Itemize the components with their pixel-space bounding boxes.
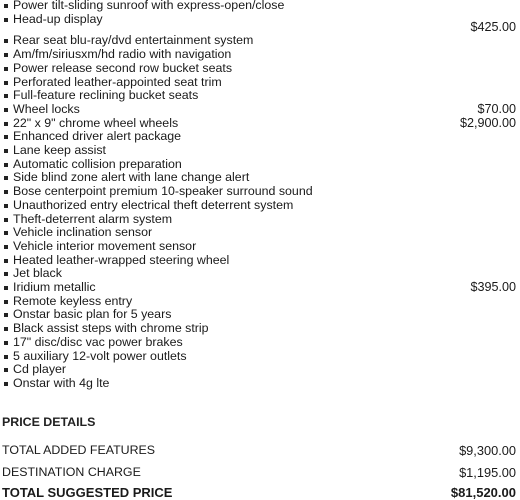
feature-label: Lane keep assist bbox=[0, 144, 106, 158]
price-details bbox=[0, 415, 520, 500]
feature-item bbox=[0, 0, 520, 13]
feature-item bbox=[0, 34, 520, 48]
total-added-features-amount: $9,300.00 bbox=[459, 443, 516, 458]
feature-label: Onstar with 4g lte bbox=[0, 377, 109, 391]
feature-label: Wheel locks bbox=[0, 103, 80, 117]
feature-item bbox=[0, 363, 520, 377]
feature-label: Am/fm/siriusxm/hd radio with navigation bbox=[0, 48, 231, 62]
feature-item bbox=[0, 89, 520, 103]
feature-item bbox=[0, 199, 520, 213]
feature-item bbox=[0, 171, 520, 185]
feature-label: Black assist steps with chrome strip bbox=[0, 322, 209, 336]
feature-label: Side blind zone alert with lane change alert bbox=[0, 171, 249, 185]
feature-item bbox=[0, 213, 520, 227]
feature-label: Perforated leather-appointed seat trim bbox=[0, 76, 222, 90]
feature-label: Vehicle interior movement sensor bbox=[0, 240, 196, 254]
feature-label: Onstar basic plan for 5 years bbox=[0, 308, 171, 322]
feature-item bbox=[0, 130, 520, 144]
feature-item bbox=[0, 350, 520, 364]
feature-label: Enhanced driver alert package bbox=[0, 130, 181, 144]
total-added-features-label: TOTAL ADDED FEATURES bbox=[2, 443, 156, 457]
feature-label: Remote keyless entry bbox=[0, 295, 132, 309]
feature-item bbox=[0, 117, 520, 131]
feature-label: Unauthorized entry electrical theft deterrent system bbox=[0, 199, 293, 213]
feature-item bbox=[0, 336, 520, 350]
feature-price: $395.00 bbox=[470, 280, 516, 295]
destination-charge-label: DESTINATION CHARGE bbox=[2, 465, 141, 479]
feature-label: Bose centerpoint premium 10-speaker surround sound bbox=[0, 185, 313, 199]
feature-item bbox=[0, 62, 520, 76]
feature-item bbox=[0, 308, 520, 322]
feature-label: Automatic collision preparation bbox=[0, 158, 182, 172]
total-suggested-price-row bbox=[0, 480, 520, 500]
feature-label: 5 auxiliary 12-volt power outlets bbox=[0, 350, 187, 364]
feature-label: Full-feature reclining bucket seats bbox=[0, 89, 198, 103]
price-details-heading: PRICE DETAILS bbox=[2, 415, 96, 429]
feature-item bbox=[0, 322, 520, 336]
total-suggested-price-label: TOTAL SUGGESTED PRICE bbox=[2, 485, 173, 500]
feature-label: Iridium metallic bbox=[0, 281, 96, 295]
feature-price: $425.00 bbox=[470, 19, 516, 34]
feature-item bbox=[0, 281, 520, 295]
destination-charge-row bbox=[0, 458, 520, 480]
feature-label: 22" x 9" chrome wheel wheels bbox=[0, 117, 178, 131]
feature-item bbox=[0, 158, 520, 172]
total-added-features-row bbox=[0, 436, 520, 458]
feature-item bbox=[0, 254, 520, 268]
feature-label: Power tilt-sliding sunroof with express-open/close bbox=[0, 0, 284, 13]
feature-item bbox=[0, 377, 520, 391]
total-suggested-price-amount: $81,520.00 bbox=[450, 485, 516, 500]
feature-item bbox=[0, 144, 520, 158]
feature-item bbox=[0, 103, 520, 117]
feature-label: Theft-deterrent alarm system bbox=[0, 213, 172, 227]
feature-item bbox=[0, 13, 520, 35]
feature-item bbox=[0, 48, 520, 62]
feature-item bbox=[0, 226, 520, 240]
feature-price: $2,900.00 bbox=[459, 115, 516, 130]
feature-label: Jet black bbox=[0, 267, 62, 281]
feature-item bbox=[0, 240, 520, 254]
feature-label: Rear seat blu-ray/dvd entertainment system bbox=[0, 34, 253, 48]
feature-item bbox=[0, 185, 520, 199]
feature-price: $70.00 bbox=[477, 101, 516, 116]
feature-label: 17" disc/disc vac power brakes bbox=[0, 336, 183, 350]
feature-label: Cd player bbox=[0, 363, 66, 377]
feature-label: Head-up display bbox=[0, 13, 103, 27]
feature-item bbox=[0, 295, 520, 309]
feature-label: Heated leather-wrapped steering wheel bbox=[0, 254, 229, 268]
feature-item bbox=[0, 76, 520, 90]
feature-item bbox=[0, 267, 520, 281]
feature-label: Vehicle inclination sensor bbox=[0, 226, 152, 240]
feature-label: Power release second row bucket seats bbox=[0, 62, 232, 76]
destination-charge-amount: $1,195.00 bbox=[459, 465, 516, 480]
